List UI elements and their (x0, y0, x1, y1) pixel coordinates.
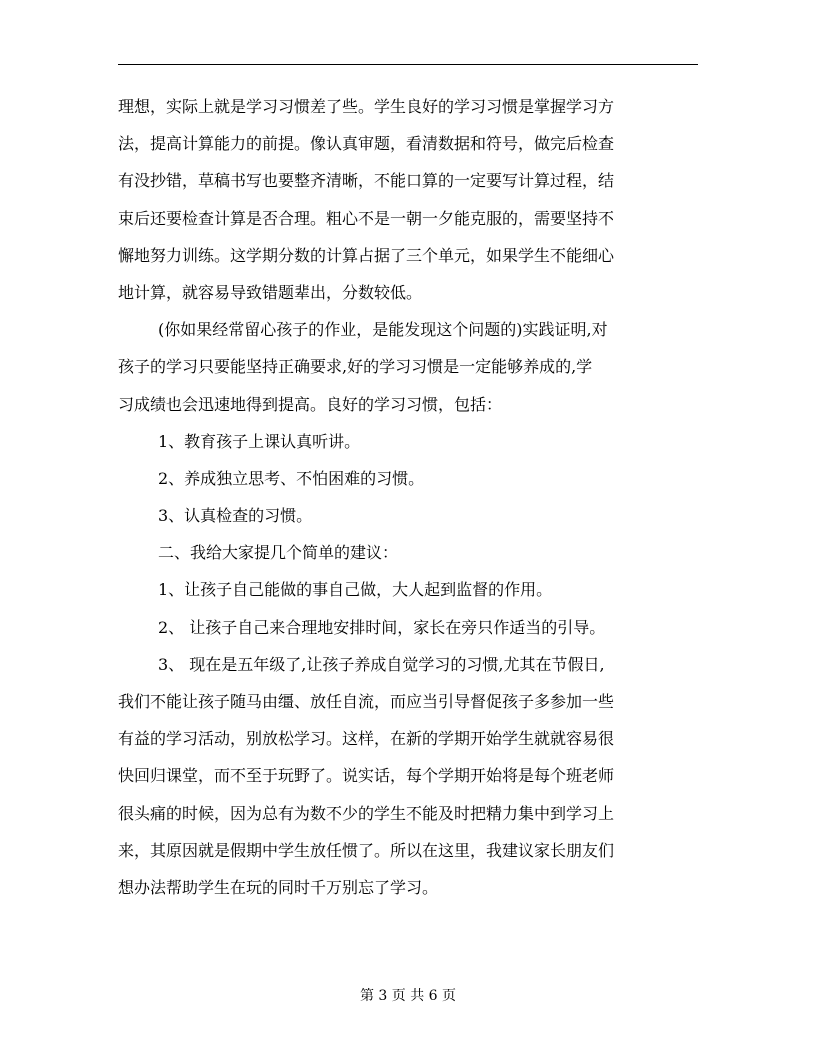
paragraph-line: 我们不能让孩子随马由缰、放任自流，而应当引导督促孩子多参加一些 (118, 692, 615, 711)
paragraph-line: 有益的学习活动，别放松学习。这样，在新的学期开始学生就就容易很 (118, 729, 615, 749)
section-heading: 二、我给大家提几个简单的建议： (158, 543, 399, 563)
paragraph-line: 很头痛的时候，因为总有为数不少的学生不能及时把精力集中到学习上 (118, 803, 615, 823)
page-number: 第 3 页 共 6 页 (359, 988, 457, 1004)
list-item: 3、 现在是五年级了,让孩子养成自觉学习的习惯,尤其在节假日, (158, 654, 605, 674)
paragraph-line: 法，提高计算能力的前提。像认真审题，看清数据和符号，做完后检查 (118, 134, 615, 154)
paragraph-line: 习成绩也会迅速地得到提高。良好的学习习惯，包括： (118, 394, 503, 414)
paragraph-line: 束后还要检查计算是否合理。粗心不是一朝一夕能克服的，需要坚持不 (118, 208, 615, 228)
paragraph-line: 孩子的学习只要能坚持正确要求,好的学习习惯是一定能够养成的,学 (118, 357, 593, 377)
body-text (118, 88, 700, 906)
paragraph-line: 地计算，就容易导致错题辈出，分数较低。 (118, 282, 423, 302)
list-item: 2、 让孩子自己来合理地安排时间，家长在旁只作适当的引导。 (158, 617, 606, 637)
paragraph-line: 理想，实际上就是学习习惯差了些。学生良好的学习习惯是掌握学习方 (118, 97, 615, 116)
list-item: 1、教育孩子上课认真听讲。 (158, 431, 361, 451)
paragraph-line: 快回归课堂，而不至于玩野了。说实话，每个学期开始将是每个班老师 (118, 766, 615, 786)
paragraph-line: (你如果经常留心孩子的作业，是能发现这个问题的)实践证明,对 (158, 320, 608, 340)
list-item: 1、让孩子自己能做的事自己做，大人起到监督的作用。 (158, 580, 553, 600)
paragraph-line: 有没抄错，草稿书写也要整齐清晰，不能口算的一定要写计算过程，结 (118, 171, 615, 191)
list-item: 3、认真检查的习惯。 (158, 506, 313, 526)
header-rule (118, 64, 698, 65)
paragraph-line: 来，其原因就是假期中学生放任惯了。所以在这里，我建议家长朋友们 (118, 840, 615, 860)
paragraph-line: 想办法帮助学生在玩的同时千万别忘了学习。 (118, 877, 439, 897)
paragraph-line: 懈地努力训练。这学期分数的计算占据了三个单元，如果学生不能细心 (118, 245, 615, 265)
list-item: 2、养成独立思考、不怕困难的习惯。 (158, 468, 425, 488)
